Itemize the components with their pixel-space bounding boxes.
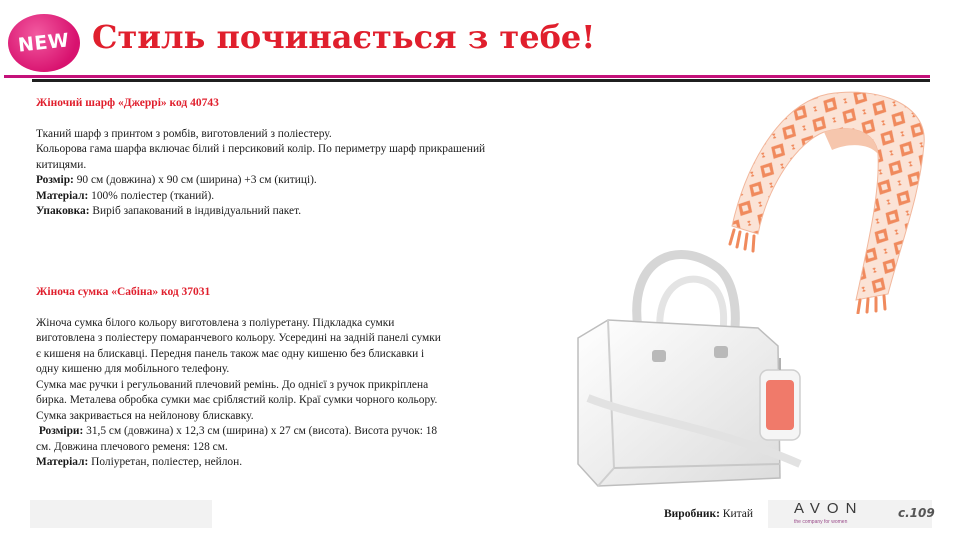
bag-text-line: бирка. Металева обробка сумки має сріблястий колір. Краї сумки чорного кольору. xyxy=(36,394,438,406)
header-divider-dark xyxy=(32,79,930,82)
scarf-size-label: Розмір: xyxy=(36,174,74,186)
scarf-material xyxy=(36,189,556,205)
bag-size xyxy=(36,424,506,440)
bag-heading: Жіноча сумка «Сабіна» код 37031 xyxy=(36,286,211,298)
scarf-material-label: Матеріал: xyxy=(36,189,89,202)
bag-size-label: Розміри: xyxy=(38,425,84,437)
scarf-packaging-value: Виріб запакований в індивідуальний пакет. xyxy=(92,205,302,217)
manufacturer-value: Китай xyxy=(722,508,754,520)
manufacturer xyxy=(664,508,753,520)
bag-text-line: виготовлена з поліестеру помаранчевого кольору. Усередині на задній панелі сумки xyxy=(36,332,441,344)
scarf-size-value: 90 см (довжина) х 90 см (ширина) +3 см (китиці). xyxy=(76,174,317,186)
avon-tagline: the company for women xyxy=(794,519,848,525)
bag-material-label: Матеріал: xyxy=(36,456,89,468)
new-badge xyxy=(8,14,80,72)
scarf-text-line: Тканий шарф з принтом з ромбів, виготовлений з поліестеру. xyxy=(36,127,332,140)
scarf-description xyxy=(36,96,556,220)
scarf-text-line: китицями. xyxy=(36,158,87,171)
bag-text-line: Сумка має ручки і регульований плечовий ремінь. До однієї з ручок прикріплена xyxy=(36,378,429,391)
avon-wordmark: AVON xyxy=(794,500,864,517)
bag-text-line: одну кишеню для мобільного телефону. xyxy=(36,363,230,375)
avon-logo xyxy=(794,500,884,525)
bag-material xyxy=(36,455,506,471)
bag-material-value: Поліуретан, поліестер, нейлон. xyxy=(91,456,243,468)
manufacturer-label: Виробник: xyxy=(664,508,720,520)
scarf-size xyxy=(36,173,556,189)
bag-text-line: Жіноча сумка білого кольору виготовлена з поліуретану. Підкладка сумки xyxy=(36,316,395,329)
scarf-text-line: Кольорова гама шарфа включає білий і персиковий колір. По периметру шарф прикрашений xyxy=(36,143,486,155)
page-title: Стиль починається з тебе! xyxy=(92,18,596,56)
scarf-material-value: 100% поліестер (тканий). xyxy=(91,189,215,202)
bag-image xyxy=(548,228,818,498)
bag-description xyxy=(36,285,506,471)
scarf-heading: Жіночий шарф «Джеррі» код 40743 xyxy=(36,97,219,109)
scarf-packaging xyxy=(36,204,556,220)
header-divider-pink xyxy=(4,75,930,78)
bag-size-value: 31,5 см (довжина) х 12,3 см (ширина) х 27 см (висота). Висота ручок: 18 xyxy=(86,425,438,437)
bag-size-cont: см. Довжина плечового ременя: 128 см. xyxy=(36,440,228,453)
bag-text-line: Сумка закривається на нейлонову блискавку. xyxy=(36,409,254,422)
bag-text-line: є кишеня на блискавці. Передня панель також має одну кишеню без блискавки і xyxy=(36,347,425,360)
page-number: с.109 xyxy=(898,506,935,520)
scarf-packaging-label: Упаковка: xyxy=(36,205,90,217)
new-badge-label: NEW xyxy=(17,29,71,57)
